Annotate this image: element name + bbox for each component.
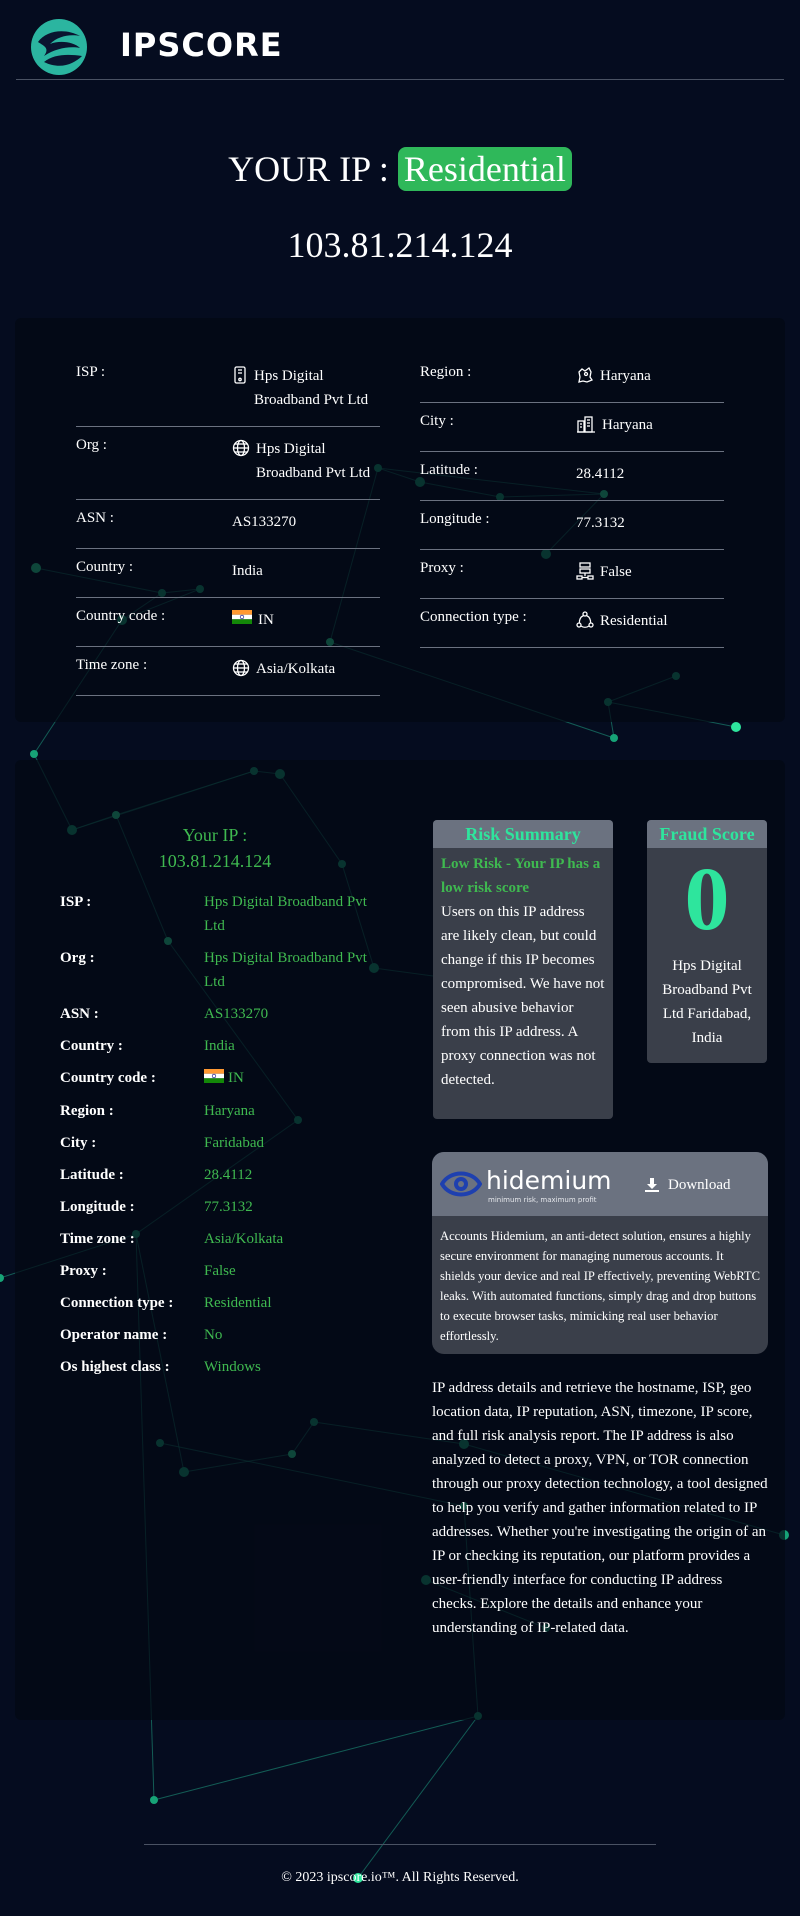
detail-key: Proxy :	[60, 1262, 107, 1279]
india-flag-icon	[232, 608, 252, 629]
detail-key: Operator name :	[60, 1326, 168, 1343]
detail-key: Time zone :	[60, 1230, 135, 1247]
details-list	[60, 890, 380, 1387]
fraud-score-title: Fraud Score	[647, 820, 767, 848]
summary-value	[232, 364, 380, 426]
summary-row	[420, 550, 724, 599]
detail-value	[204, 1195, 374, 1219]
your-ip-value: 103.81.214.124	[158, 851, 272, 871]
detail-row	[60, 1066, 380, 1091]
summary-row	[76, 427, 380, 500]
summary-value-text: 77.3132	[576, 515, 625, 531]
detail-value-text: Faridabad	[204, 1134, 264, 1151]
map-icon	[576, 364, 594, 389]
summary-value-text: Residential	[600, 613, 668, 629]
summary-value	[576, 462, 624, 500]
summary-value	[232, 657, 335, 695]
detail-key: Os highest class :	[60, 1358, 170, 1375]
detail-value	[204, 1323, 374, 1347]
summary-value-text: AS133270	[232, 514, 297, 530]
detail-row	[60, 1163, 380, 1187]
summary-row	[420, 354, 724, 403]
summary-key: Proxy :	[420, 560, 464, 576]
summary-value-text: Haryana	[602, 417, 653, 433]
risk-summary-title: Risk Summary	[433, 820, 613, 848]
page-title	[0, 148, 800, 190]
summary-key: Org :	[76, 437, 107, 453]
phone-icon	[232, 364, 248, 389]
summary-row	[76, 500, 380, 549]
site-header	[16, 0, 784, 80]
summary-value-text: False	[600, 564, 632, 580]
summary-value-text: IN	[258, 612, 274, 628]
detail-value	[204, 1066, 374, 1091]
ip-type-badge: Residential	[398, 147, 572, 191]
detail-row	[60, 890, 380, 938]
summary-value-text: Asia/Kolkata	[256, 661, 336, 677]
detail-value	[204, 1163, 374, 1187]
summary-left-column	[76, 354, 380, 696]
detail-value	[204, 1131, 374, 1155]
ip-address: 103.81.214.124	[287, 225, 513, 265]
summary-row	[420, 599, 724, 648]
hidemium-eye-icon	[440, 1166, 482, 1202]
title-prefix: YOUR IP :	[228, 149, 389, 189]
summary-key: Latitude :	[420, 462, 478, 478]
risk-level: Low Risk - Your IP has a low risk score	[441, 856, 601, 896]
detail-value-text: No	[204, 1326, 223, 1343]
summary-key: Country code :	[76, 608, 166, 624]
network-node	[0, 1274, 4, 1282]
detail-row	[60, 1002, 380, 1026]
detail-value-text: Asia/Kolkata	[204, 1230, 284, 1247]
detail-value	[204, 1291, 374, 1315]
detail-value-text: Hps Digital Broadband Pvt Ltd	[204, 894, 367, 934]
detail-value-text: 28.4112	[204, 1166, 253, 1183]
detail-value-text: False	[204, 1262, 236, 1279]
detail-value-text: India	[204, 1038, 235, 1054]
download-label: Download	[668, 1176, 731, 1193]
detail-value	[204, 890, 374, 938]
detail-key: City :	[60, 1134, 97, 1151]
detail-value-text: 77.3132	[204, 1198, 253, 1215]
globe-icon	[232, 657, 250, 682]
detail-row	[60, 1195, 380, 1219]
footer-copyright: © 2023 ipscore.io™. All Rights Reserved.	[281, 1870, 519, 1885]
detail-value-text: Windows	[204, 1358, 261, 1375]
detail-value-text: IN	[228, 1070, 244, 1086]
globe-icon	[232, 437, 250, 462]
summary-value	[232, 608, 274, 646]
summary-value	[576, 560, 632, 598]
summary-value	[232, 437, 380, 499]
hidemium-ad-header	[432, 1152, 768, 1216]
detail-key: Region :	[60, 1102, 114, 1119]
risk-description: Users on this IP address are likely clean, but could change if this IP becomes compromised. We have not seen abusive behavior from this IP address. A proxy connection was not detected.	[441, 904, 605, 1088]
summary-value-text: Hps Digital Broadband Pvt Ltd	[254, 368, 369, 408]
summary-value-text: Hps Digital Broadband Pvt Ltd	[256, 441, 371, 481]
summary-value	[576, 364, 651, 402]
summary-row	[76, 598, 380, 647]
summary-key: Connection type :	[420, 609, 527, 625]
network-edge	[358, 1716, 478, 1878]
summary-row	[76, 549, 380, 598]
detail-value	[204, 1034, 374, 1058]
summary-key: Longitude :	[420, 511, 490, 527]
network-node	[30, 750, 38, 758]
fraud-score-value: 0	[684, 850, 730, 949]
fraud-score-card	[647, 820, 767, 1063]
detail-key: ISP :	[60, 894, 92, 910]
summary-key: ISP :	[76, 364, 106, 380]
download-button[interactable]	[644, 1172, 754, 1198]
summary-key: Region :	[420, 364, 472, 380]
summary-value	[232, 510, 296, 548]
detail-value	[204, 1259, 374, 1283]
summary-value-text: 28.4112	[576, 466, 625, 482]
detail-row	[60, 1323, 380, 1347]
summary-value-text: India	[232, 563, 263, 579]
network-node	[610, 734, 618, 742]
ip-info-description: IP address details and retrieve the hostname, ISP, geo location data, IP reputation, ASN, timezone, IP score, and full risk analysis report. The IP address is also analyzed to detect a proxy, VPN, or TOR connection through our proxy detection technology, a tool designed to help you verify and gather information related to IP addresses. Whether you're investigating the origin of an IP or checking its reputation, our platform provides a user-friendly interface for conducting IP address checks. Explore the details and enhance your understanding of IP-related data.	[432, 1380, 768, 1636]
network-node	[150, 1796, 158, 1804]
detail-row	[60, 1131, 380, 1155]
download-icon	[644, 1177, 660, 1193]
detail-row	[60, 946, 380, 994]
summary-row	[76, 354, 380, 427]
summary-key: Country :	[76, 559, 134, 575]
hidemium-tagline: minimum risk, maximum profit	[488, 1196, 597, 1204]
footer-divider	[144, 1844, 656, 1845]
risk-summary-card	[433, 820, 613, 1119]
summary-value	[232, 559, 263, 597]
summary-value	[576, 511, 625, 549]
detail-key: Longitude :	[60, 1198, 135, 1215]
server-icon	[576, 560, 594, 585]
detail-key: Country :	[60, 1038, 123, 1054]
detail-row	[60, 1227, 380, 1251]
detail-value-text: Residential	[204, 1294, 272, 1311]
hidemium-name: hidemium	[486, 1166, 612, 1195]
your-ip-heading	[130, 822, 300, 874]
summary-row	[76, 647, 380, 696]
detail-key: Latitude :	[60, 1166, 124, 1183]
detail-key: ASN :	[60, 1006, 99, 1022]
summary-key: City :	[420, 413, 454, 429]
summary-row	[420, 403, 724, 452]
detail-value	[204, 1355, 374, 1379]
brand-name[interactable]: IPSCORE	[120, 26, 283, 64]
detail-value	[204, 1002, 374, 1026]
detail-value-text: AS133270	[204, 1006, 269, 1022]
detail-row	[60, 1034, 380, 1058]
detail-row	[60, 1259, 380, 1283]
detail-value-text: Hps Digital Broadband Pvt Ltd	[204, 950, 367, 990]
summary-right-column	[420, 354, 724, 648]
network-node	[731, 722, 741, 732]
hidemium-description: Accounts Hidemium, an anti-detect solution, ensures a highly secure environment for managing numerous accounts. It shields your device and real IP effectively, preventing WebRTC leaks. With automated functions, simply drag and drop buttons to execute browser tasks, mimicking real user behavior effortlessly.	[440, 1229, 760, 1343]
fraud-score-subtitle: Hps Digital Broadband Pvt Ltd Faridabad, India	[662, 958, 752, 1046]
network-edge	[154, 1716, 478, 1800]
logo-icon[interactable]	[30, 18, 88, 76]
detail-row	[60, 1291, 380, 1315]
detail-value	[204, 946, 374, 994]
detail-value-text: Haryana	[204, 1102, 255, 1119]
hidemium-ad-card[interactable]	[432, 1152, 768, 1354]
india-flag-icon	[204, 1071, 224, 1087]
detail-key: Org :	[60, 950, 95, 966]
network-icon	[576, 609, 594, 634]
city-icon	[576, 413, 596, 438]
detail-row	[60, 1099, 380, 1123]
detail-row	[60, 1355, 380, 1379]
summary-value	[576, 609, 668, 647]
summary-row	[420, 452, 724, 501]
detail-key: Country code :	[60, 1070, 156, 1086]
detail-value	[204, 1099, 374, 1123]
summary-value-text: Haryana	[600, 368, 651, 384]
summary-key: ASN :	[76, 510, 114, 526]
your-ip-label: Your IP :	[182, 825, 248, 845]
summary-row	[420, 501, 724, 550]
detail-value	[204, 1227, 374, 1251]
summary-value	[576, 413, 653, 451]
summary-key: Time zone :	[76, 657, 148, 673]
detail-key: Connection type :	[60, 1294, 174, 1311]
